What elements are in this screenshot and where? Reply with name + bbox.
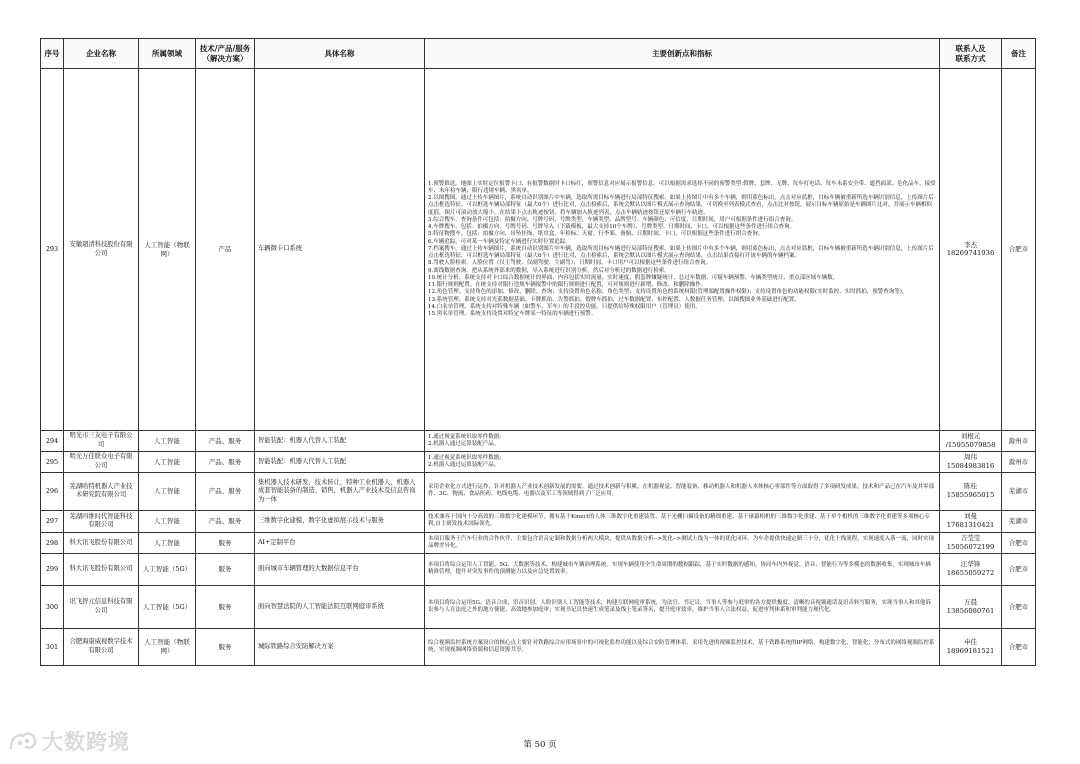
cell-seq: 293 xyxy=(41,69,64,431)
innovation-line: 9.离线数据查询。把从系统外部来的数据，导入系统进行识别分析，然后对分析过的数据进行检索。 xyxy=(428,267,670,274)
cell-type: 产品、服务 xyxy=(196,431,255,452)
innovation-line: 5.特征物搜车。包括：拍摄方向、吊坠挂饰、纸巾盒、年检标、天窗、行李架、备胎、日期时间、卡口，可以根据这些条件进行组合查询。 xyxy=(428,231,764,238)
contact-phone: 15855965015 xyxy=(946,491,995,500)
header-remark: 备注 xyxy=(1002,39,1036,69)
cell-field: 人工智能（物联网） xyxy=(139,69,196,431)
cell-contact xyxy=(940,532,1002,553)
contact-name: 李杰 xyxy=(964,240,977,249)
innovation-line: 14.白名单管理。系统支持对特殊车辆（如警车、军车）的手段控功能，只提供给特殊权限用户（管理员）使用。 xyxy=(428,303,701,310)
cell-company: 合肥海康威视数字技术有限公司 xyxy=(64,628,139,665)
cell-remark: 合肥市 xyxy=(1002,585,1036,628)
cell-remark: 合肥市 xyxy=(1002,532,1036,553)
table-row xyxy=(41,431,1036,452)
contact-phone: 18655059272 xyxy=(946,569,995,578)
innovation-line: 2.机器人通过运算装配产品。 xyxy=(428,440,500,447)
innovation-line: 4.车牌搜车。包括：拍摄方向、号牌号码、号牌导入（下载模板，最大支持10个车牌）、号牌类型、日期时间、卡口，可以根据这些条件进行组合查询。 xyxy=(428,224,796,231)
cell-innovation xyxy=(425,585,940,628)
cell-product: 城际铁路综合安防解决方案 xyxy=(255,628,425,665)
header-company: 企业名称 xyxy=(64,39,139,69)
cell-seq: 300 xyxy=(41,585,64,628)
header-seq: 序号 xyxy=(41,39,64,69)
innovation-line: 综合视频监控系统方案设计的核心点主要针对铁路综合应用场景中的可视化监控功能以及综合安防管理体系，采用先进的视频监控技术，基于铁路系统的IP网络，构建数字化、智能化、分布式的网络视频监控系统，实现视频网络资源和信息资源共享。 xyxy=(428,639,935,653)
innovation-line: 12.角色管理。支持角色的添加、修改、删除、查询；支持设置角色名称、角色类型；支持设置角色的系统权限(管理端配置操作权限)；支持设置角色的功能权限(实时监控、实时抓拍，预警查询等)。 xyxy=(428,289,908,296)
cell-field: 人工智能（5G） xyxy=(139,553,196,585)
innovation-line: 本项目将综合运用人工智能、5G、大数据等技术，构建城市车辆治理系统。实现车辆使用全生命周期的数据跟踪，基于实时数据的感知，协同车内外视觉、语音、智能行为等多模态的数据收集，实现城市车辆精准管理，提升对突发事件的预测能力以及应急处置效率。 xyxy=(428,562,931,576)
innovation-line: 11.限行规则配置。在统支持对限行违规车辆报警中的限行规则进行配置，可对规则进行新增、修改、和删除操作。 xyxy=(428,282,707,289)
contact-phone: 18269741936 xyxy=(946,249,995,258)
table-row xyxy=(41,451,1036,472)
contact-name: 陈桂 xyxy=(964,482,977,491)
header-field: 所属领域 xyxy=(139,39,196,69)
cell-company: 科大讯飞股份有限公司 xyxy=(64,553,139,585)
cell-type: 服务 xyxy=(196,553,255,585)
cell-company: 科大讯飞股份有限公司 xyxy=(64,532,139,553)
table-row xyxy=(41,628,1036,665)
cell-seq: 294 xyxy=(41,431,64,452)
innovation-line: 2.机器人通过运算装配产品。 xyxy=(428,461,500,468)
innovation-line: 8.驾驶人脸检索。人脸位置（仅主驾驶、仅副驾驶、主副驾），日期时间，卡口用户可以根据这些条件进行组合查询。 xyxy=(428,260,712,267)
cell-company: 芜湖哈特机器人产业技术研究院有限公司 xyxy=(64,472,139,510)
cell-remark: 合肥市 xyxy=(1002,553,1036,585)
watermark-logo-icon xyxy=(8,730,38,752)
cell-type: 产品、服务 xyxy=(196,451,255,472)
cell-remark: 芜湖市 xyxy=(1002,472,1036,510)
contact-name: 汪华锋 xyxy=(960,560,981,569)
cell-innovation xyxy=(425,472,940,510)
cell-innovation xyxy=(425,628,940,665)
cell-product: 三维数字化建模、数字化虚拟展示技术与服务 xyxy=(255,510,425,532)
cell-seq: 298 xyxy=(41,532,64,553)
cell-company: 安徽超清科技股份有限公司 xyxy=(64,69,139,431)
contact-name: 周伟 xyxy=(964,452,977,461)
cell-product: AI+定制平台 xyxy=(255,532,425,553)
innovation-line: 1.预警推送。地图上实时定位报警卡口，有报警数据时卡口标红，预警信息对应展示报警信息。可以根据需求选择不同的预警类型:假牌、套牌、无牌、每车打电话、每车未系安全带、遮挡面部、危化品车、接驳车、未年检车辆、限行违规车辆、黑名单。 xyxy=(428,180,936,194)
cell-type: 产品、服务 xyxy=(196,510,255,532)
cell-seq: 295 xyxy=(41,451,64,472)
header-product: 具体名称 xyxy=(255,39,425,69)
cell-innovation xyxy=(425,532,940,553)
contact-phone: 18969181521 xyxy=(946,646,995,655)
cell-field: 人工智能（物联网） xyxy=(139,628,196,665)
cell-innovation xyxy=(425,510,940,532)
innovation-line: 2.以图搜图。通过上传车辆图片，系统自动识别图片中车辆，选取所需目标车辆进行局部特征搜索。如果上传图片中有多个车辆，则用蓝色标出，点击对应蓝框，目标车辆被重新所选车辆识别信息，上传图片后点击框选特征，可以框选车辆局部特征（最大6个）进行比对，点击检索后，系统会默认以图片模式展示查询结果，可切换至列表模式查看，点击比对按钮，展示目标车辆原始是车辆图片比对，并展示车辆相似度值，图片可滚动放大缩小，在结果下点击轨迹按钮，将车辆加入轨迹列表，点击车辆轨迹按钮还原车辆行车轨迹。 xyxy=(428,195,934,216)
table-row xyxy=(41,585,1036,628)
cell-type: 服务 xyxy=(196,532,255,553)
innovation-line: 本项目将综合运用5G、语音合成、语音识别、人脸识别人工智能等技术，构建互联网庭审系统，为法官、书记员、当事人等参与庭审的各方提供极度、清晰的音视频通话及语音转写服务，实现当事人和其他诉讼参与人在法庭之外的地方便捷、高效地参加庭审；实现书记员快速生成笔录及线上笔录签名，提升庭审效率，维护当事人合法权益，促进审判体系和审判能力现代化。 xyxy=(428,599,931,613)
cell-type: 服务 xyxy=(196,628,255,665)
cell-company: 芜湖四维时代智能科技有限公司 xyxy=(64,510,139,532)
header-contact: 联系人及 联系方式 xyxy=(940,39,1002,69)
innovation-line: 3.综合搜车。查询条件可包括：拍摄方向、号牌号码、号牌类型、车辆类型、品牌型号、车辆颜色、可信度、日期时间，用户可根据条件进行组合查询。 xyxy=(428,216,797,223)
cell-seq: 296 xyxy=(41,472,64,510)
cell-company: 讯飞智元信息科技有限公司 xyxy=(64,585,139,628)
table-row xyxy=(41,553,1036,585)
cell-product: 车辆微卡口系统 xyxy=(255,69,425,431)
cell-product: 面向城市车辆管理的大数据信息平台 xyxy=(255,553,425,585)
cell-contact xyxy=(940,585,1002,628)
innovation-line: 13.系统管理。系统支持对光系数据基础、卡牌抓拍、告警抓拍、假牌车抓拍、过车数据配置，布控配置、人数据任务管理、以图搜图业务基础进行配置。 xyxy=(428,296,800,303)
cell-innovation xyxy=(425,69,940,431)
cell-field: 人工智能 xyxy=(139,510,196,532)
innovation-line: 10.统计分析。系统支持对卡口综合数据统计的界面，内容包括实时流量、实时速度、假套牌嫌疑统计、总过车数据、可疑车辆预警、车辆类型统计、重点部区域车辆数。 xyxy=(428,274,839,281)
page-number: 第 50 页 xyxy=(523,740,557,750)
cell-field: 人工智能（5G） xyxy=(139,585,196,628)
cell-company: 明光市三友电子有限公司 xyxy=(64,431,139,452)
cell-contact xyxy=(940,628,1002,665)
cell-innovation xyxy=(425,451,940,472)
cell-contact xyxy=(940,510,1002,532)
contact-phone: /15955079858 xyxy=(945,440,996,449)
cell-product: 智能装配：机器人代替人工装配 xyxy=(255,451,425,472)
watermark xyxy=(8,726,130,756)
contact-name: 吉莹莹 xyxy=(960,533,981,542)
contact-phone: 15084983816 xyxy=(946,461,995,470)
contact-phone: 13856080761 xyxy=(946,606,995,615)
cell-product: 面向智慧法院的人工智能法院互联网庭审系统 xyxy=(255,585,425,628)
table-row xyxy=(41,472,1036,510)
contact-phone: 17681310421 xyxy=(946,521,995,530)
innovation-line: 本项目服务于汽车行业的合作伙伴，主要包含语音定制和数据分析两大模块，提供从数据分析-->优化-->测试上线为一体的优化闭环，为车企提供快速定制三十分，优化上线流程，实现速度入落一流，同时实现品牌差异化。 xyxy=(428,535,935,549)
cell-seq: 299 xyxy=(41,553,64,585)
watermark-text: 大数跨境 xyxy=(42,730,130,754)
cell-type: 产品 xyxy=(196,69,255,431)
innovation-line: 6.车辆追踪。可对某一车辆及特定车辆进行实时位置追踪。 xyxy=(428,238,571,245)
cell-remark: 合肥市 xyxy=(1002,628,1036,665)
header-type: 技术/产品/服务 （解决方案） xyxy=(196,39,255,69)
header-innovation: 主要创新点和指标 xyxy=(425,39,940,69)
cell-innovation xyxy=(425,553,940,585)
cell-innovation xyxy=(425,431,940,452)
cell-product: 集机器人技术研发、技术转让，特种工业机器人、机器人成套智能装备的制造、销售，机器人产业技术及信息咨询为一体 xyxy=(255,472,425,510)
innovation-line: 采用企业化方式进行运作，针对机器人产业技术创新发展的需要，通过技术创新与积累，在机器视觉、智能装备、移动机器人和机器人本体核心零部件等方面取得了多项研发成果，技术和产品已在汽车及其零部件、3C、物流、食品医药、电线电缆、电器以及军工等领域得到了广泛应用。 xyxy=(428,484,935,498)
cell-product: 智能装配：机器人代替人工装配 xyxy=(255,431,425,452)
innovation-line: 7.档案搜车。通过上传车辆图片，系统自动识别图片中车辆，选取所需目标车辆进行局部特征搜索。如果上传图片中有多个车辆，则用蓝色标出，点击对应蓝框，目标车辆被重新所选车辆识别信息，上传图片后点击框选特征，可以框选车辆局部特征（最大6个）进行比对，点击检索后，系统会默认以图片模式展示查询结果，点击结果直接打开该车辆的车辆档案。 xyxy=(428,245,934,260)
cell-seq: 297 xyxy=(41,510,64,532)
cell-remark: 滁州市 xyxy=(1002,451,1036,472)
cell-field: 人工智能 xyxy=(139,451,196,472)
cell-field: 人工智能 xyxy=(139,472,196,510)
cell-contact xyxy=(940,451,1002,472)
innovation-line: 技术兼容于国内十分高效的三维数字化建模环节，拥有基于Kinect的人体三维数字化重建装置、基于光栅扫描设备的精细重建、基于球幕相机的三维数字化重建、基于单个相机的三维数字化重建等多项核心专利,自主研发技术国际领先。 xyxy=(428,514,930,528)
enterprise-table xyxy=(40,38,1036,666)
innovation-line: 1.通过视觉系统识取零件数据; xyxy=(428,433,502,440)
contact-name: 刘曼 xyxy=(964,512,977,521)
cell-contact xyxy=(940,431,1002,452)
contact-name: 刘根元 xyxy=(960,432,981,440)
table-row xyxy=(41,532,1036,553)
cell-seq: 301 xyxy=(41,628,64,665)
cell-type: 产品、服务 xyxy=(196,472,255,510)
table-header-row xyxy=(41,39,1036,69)
innovation-line: 1.通过视觉系统识取零件数据; xyxy=(428,454,502,461)
cell-contact xyxy=(940,69,1002,431)
cell-company: 明光万佳联众电子有限公司 xyxy=(64,451,139,472)
innovation-line: 15.黑名单管理。系统支持设置对特定车牌某一特征的车辆进行预警。 xyxy=(428,311,597,318)
table-row xyxy=(41,510,1036,532)
contact-name: 申佳 xyxy=(964,637,977,646)
cell-remark: 合肥市 xyxy=(1002,69,1036,431)
cell-field: 人工智能 xyxy=(139,532,196,553)
cell-type: 服务 xyxy=(196,585,255,628)
cell-field: 人工智能 xyxy=(139,431,196,452)
cell-contact xyxy=(940,553,1002,585)
contact-name: 万晨 xyxy=(964,597,977,606)
cell-remark: 芜湖市 xyxy=(1002,510,1036,532)
table-row xyxy=(41,69,1036,431)
cell-contact xyxy=(940,472,1002,510)
cell-remark: 滁州市 xyxy=(1002,431,1036,452)
contact-phone: 15056072199 xyxy=(946,542,995,551)
